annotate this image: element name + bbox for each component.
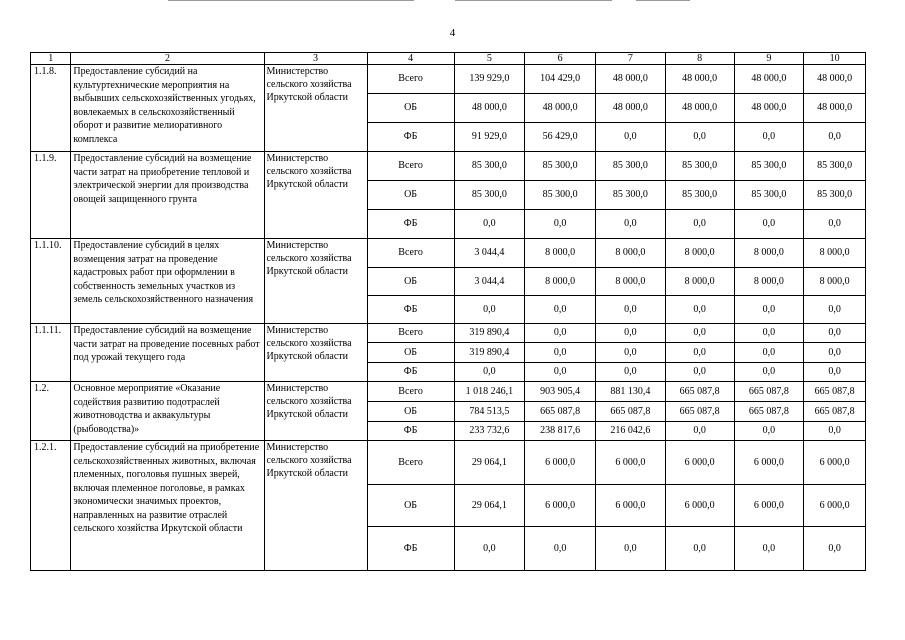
measure-name: Предоставление субсидий в целях возмещения затрат на проведение кадастровых работ при оформлении в собственность земельных участков из земель сельскохозяйственного назначения (71, 239, 264, 324)
table-row (31, 239, 866, 268)
amount-cell: 85 300,0 (665, 181, 734, 210)
amount-cell: 0,0 (525, 527, 596, 571)
amount-cell: 8 000,0 (596, 268, 666, 296)
amount-cell: 0,0 (734, 296, 804, 324)
amount-cell: 48 000,0 (454, 94, 525, 123)
row-code: 1.2.1. (31, 441, 71, 571)
row-code: 1.1.9. (31, 152, 71, 239)
amount-cell: 6 000,0 (804, 441, 866, 485)
table-row (31, 65, 866, 94)
funding-source: Всего (367, 382, 454, 402)
amount-cell: 6 000,0 (665, 441, 734, 485)
amount-cell: 0,0 (525, 296, 596, 324)
amount-cell: 665 087,8 (596, 402, 666, 422)
funding-source: ОБ (367, 402, 454, 422)
amount-cell: 665 087,8 (665, 382, 734, 402)
amount-cell: 0,0 (665, 296, 734, 324)
amount-cell: 0,0 (804, 422, 866, 441)
amount-cell: 665 087,8 (804, 402, 866, 422)
scan-top-line-mid (455, 0, 612, 1)
scan-top-line-left (168, 0, 414, 1)
amount-cell: 784 513,5 (454, 402, 525, 422)
amount-cell: 0,0 (454, 527, 525, 571)
amount-cell: 3 044,4 (454, 239, 525, 268)
header-cell: 6 (525, 53, 596, 65)
responsible-executor: Министерство сельского хозяйства Иркутской области (264, 324, 367, 382)
amount-cell: 0,0 (665, 343, 734, 363)
amount-cell: 0,0 (734, 422, 804, 441)
funding-source: ОБ (367, 181, 454, 210)
funding-source: ФБ (367, 210, 454, 239)
header-cell: 4 (367, 53, 454, 65)
amount-cell: 0,0 (804, 123, 866, 152)
funding-source: Всего (367, 152, 454, 181)
row-code: 1.2. (31, 382, 71, 441)
table-row (31, 382, 866, 402)
header-cell: 7 (596, 53, 666, 65)
amount-cell: 8 000,0 (525, 268, 596, 296)
page-number: 4 (449, 27, 456, 39)
amount-cell: 0,0 (525, 210, 596, 239)
funding-source: Всего (367, 239, 454, 268)
amount-cell: 0,0 (596, 527, 666, 571)
header-cell: 2 (71, 53, 264, 65)
amount-cell: 85 300,0 (804, 152, 866, 181)
amount-cell: 6 000,0 (525, 485, 596, 527)
amount-cell: 104 429,0 (525, 65, 596, 94)
amount-cell: 48 000,0 (734, 65, 804, 94)
amount-cell: 0,0 (665, 422, 734, 441)
measure-name: Предоставление субсидий на возмещение части затрат на проведение посевных работ под урожай текущего года (71, 324, 264, 382)
amount-cell: 85 300,0 (734, 181, 804, 210)
amount-cell: 8 000,0 (804, 239, 866, 268)
header-cell: 9 (734, 53, 804, 65)
amount-cell: 6 000,0 (525, 441, 596, 485)
amount-cell: 0,0 (665, 363, 734, 382)
amount-cell: 8 000,0 (525, 239, 596, 268)
amount-cell: 3 044,4 (454, 268, 525, 296)
amount-cell: 85 300,0 (454, 152, 525, 181)
amount-cell: 85 300,0 (525, 152, 596, 181)
amount-cell: 0,0 (734, 123, 804, 152)
amount-cell: 6 000,0 (734, 485, 804, 527)
funding-source: ОБ (367, 268, 454, 296)
amount-cell: 6 000,0 (596, 485, 666, 527)
amount-cell: 85 300,0 (804, 181, 866, 210)
amount-cell: 0,0 (804, 363, 866, 382)
amount-cell: 0,0 (734, 343, 804, 363)
amount-cell: 48 000,0 (665, 94, 734, 123)
amount-cell: 238 817,6 (525, 422, 596, 441)
amount-cell: 6 000,0 (596, 441, 666, 485)
amount-cell: 0,0 (596, 296, 666, 324)
table-row (31, 152, 866, 181)
header-cell: 1 (31, 53, 71, 65)
amount-cell: 0,0 (734, 324, 804, 343)
funding-source: ФБ (367, 527, 454, 571)
amount-cell: 233 732,6 (454, 422, 525, 441)
amount-cell: 319 890,4 (454, 324, 525, 343)
amount-cell: 0,0 (596, 324, 666, 343)
amount-cell: 48 000,0 (734, 94, 804, 123)
amount-cell: 0,0 (665, 210, 734, 239)
funding-source: Всего (367, 65, 454, 94)
amount-cell: 665 087,8 (734, 382, 804, 402)
amount-cell: 0,0 (596, 210, 666, 239)
amount-cell: 85 300,0 (454, 181, 525, 210)
amount-cell: 29 064,1 (454, 485, 525, 527)
header-cell: 10 (804, 53, 866, 65)
amount-cell: 665 087,8 (665, 402, 734, 422)
amount-cell: 0,0 (525, 324, 596, 343)
amount-cell: 48 000,0 (665, 65, 734, 94)
amount-cell: 216 042,6 (596, 422, 666, 441)
table-row (31, 324, 866, 343)
table-row (31, 441, 866, 485)
measure-name: Предоставление субсидий на культуртехнические мероприятия на выбывших сельскохозяйственных угодьях, вовлекаемых в сельскохозяйственный оборот и развитие мелиоративного комплекса (71, 65, 264, 152)
amount-cell: 1 018 246,1 (454, 382, 525, 402)
measure-name: Основное мероприятие «Оказание содействия развитию подотраслей животноводства и аквакультуры (рыбоводства)» (71, 382, 264, 441)
funding-source: Всего (367, 324, 454, 343)
amount-cell: 48 000,0 (804, 65, 866, 94)
amount-cell: 0,0 (454, 210, 525, 239)
amount-cell: 0,0 (665, 123, 734, 152)
header-cell: 5 (454, 53, 525, 65)
funding-source: ФБ (367, 422, 454, 441)
amount-cell: 0,0 (804, 296, 866, 324)
program-table (30, 52, 866, 571)
amount-cell: 8 000,0 (734, 239, 804, 268)
amount-cell: 0,0 (525, 363, 596, 382)
amount-cell: 91 929,0 (454, 123, 525, 152)
funding-source: ОБ (367, 94, 454, 123)
amount-cell: 48 000,0 (525, 94, 596, 123)
funding-source: ФБ (367, 123, 454, 152)
amount-cell: 0,0 (665, 527, 734, 571)
row-code: 1.1.8. (31, 65, 71, 152)
amount-cell: 8 000,0 (665, 268, 734, 296)
amount-cell: 665 087,8 (734, 402, 804, 422)
responsible-executor: Министерство сельского хозяйства Иркутской области (264, 239, 367, 324)
amount-cell: 85 300,0 (734, 152, 804, 181)
amount-cell: 665 087,8 (525, 402, 596, 422)
amount-cell: 0,0 (804, 210, 866, 239)
amount-cell: 56 429,0 (525, 123, 596, 152)
amount-cell: 6 000,0 (665, 485, 734, 527)
scan-top-line-right (636, 0, 690, 1)
amount-cell: 0,0 (525, 343, 596, 363)
header-row (31, 53, 866, 65)
measure-name: Предоставление субсидий на приобретение сельскохозяйственных животных, включая племенных, поголовья пушных зверей, включая племенное поголовье, в рамках экономически значимых проектов, направленных на развитие отраслей сельского хозяйства Иркутской области (71, 441, 264, 571)
amount-cell: 85 300,0 (596, 152, 666, 181)
amount-cell: 0,0 (596, 343, 666, 363)
amount-cell: 665 087,8 (804, 382, 866, 402)
amount-cell: 48 000,0 (596, 65, 666, 94)
amount-cell: 0,0 (454, 296, 525, 324)
funding-source: ФБ (367, 296, 454, 324)
amount-cell: 85 300,0 (525, 181, 596, 210)
funding-source: ФБ (367, 363, 454, 382)
amount-cell: 8 000,0 (596, 239, 666, 268)
funding-source: ОБ (367, 485, 454, 527)
measure-name: Предоставление субсидий на возмещение части затрат на приобретение тепловой и электрической энергии для производства овощей защищенного грунта (71, 152, 264, 239)
funding-source: Всего (367, 441, 454, 485)
amount-cell: 8 000,0 (734, 268, 804, 296)
header-cell: 3 (264, 53, 367, 65)
amount-cell: 0,0 (804, 343, 866, 363)
amount-cell: 0,0 (665, 324, 734, 343)
amount-cell: 0,0 (804, 324, 866, 343)
amount-cell: 0,0 (734, 527, 804, 571)
amount-cell: 8 000,0 (804, 268, 866, 296)
amount-cell: 881 130,4 (596, 382, 666, 402)
amount-cell: 85 300,0 (596, 181, 666, 210)
responsible-executor: Министерство сельского хозяйства Иркутской области (264, 382, 367, 441)
amount-cell: 6 000,0 (804, 485, 866, 527)
amount-cell: 0,0 (804, 527, 866, 571)
amount-cell: 0,0 (734, 210, 804, 239)
header-cell: 8 (665, 53, 734, 65)
amount-cell: 48 000,0 (804, 94, 866, 123)
amount-cell: 0,0 (596, 123, 666, 152)
amount-cell: 139 929,0 (454, 65, 525, 94)
amount-cell: 319 890,4 (454, 343, 525, 363)
amount-cell: 0,0 (596, 363, 666, 382)
amount-cell: 6 000,0 (734, 441, 804, 485)
row-code: 1.1.11. (31, 324, 71, 382)
amount-cell: 8 000,0 (665, 239, 734, 268)
amount-cell: 85 300,0 (665, 152, 734, 181)
amount-cell: 0,0 (454, 363, 525, 382)
funding-source: ОБ (367, 343, 454, 363)
row-code: 1.1.10. (31, 239, 71, 324)
table-body (31, 53, 866, 571)
amount-cell: 903 905,4 (525, 382, 596, 402)
responsible-executor: Министерство сельского хозяйства Иркутской области (264, 65, 367, 152)
amount-cell: 0,0 (734, 363, 804, 382)
responsible-executor: Министерство сельского хозяйства Иркутской области (264, 441, 367, 571)
amount-cell: 29 064,1 (454, 441, 525, 485)
responsible-executor: Министерство сельского хозяйства Иркутской области (264, 152, 367, 239)
amount-cell: 48 000,0 (596, 94, 666, 123)
